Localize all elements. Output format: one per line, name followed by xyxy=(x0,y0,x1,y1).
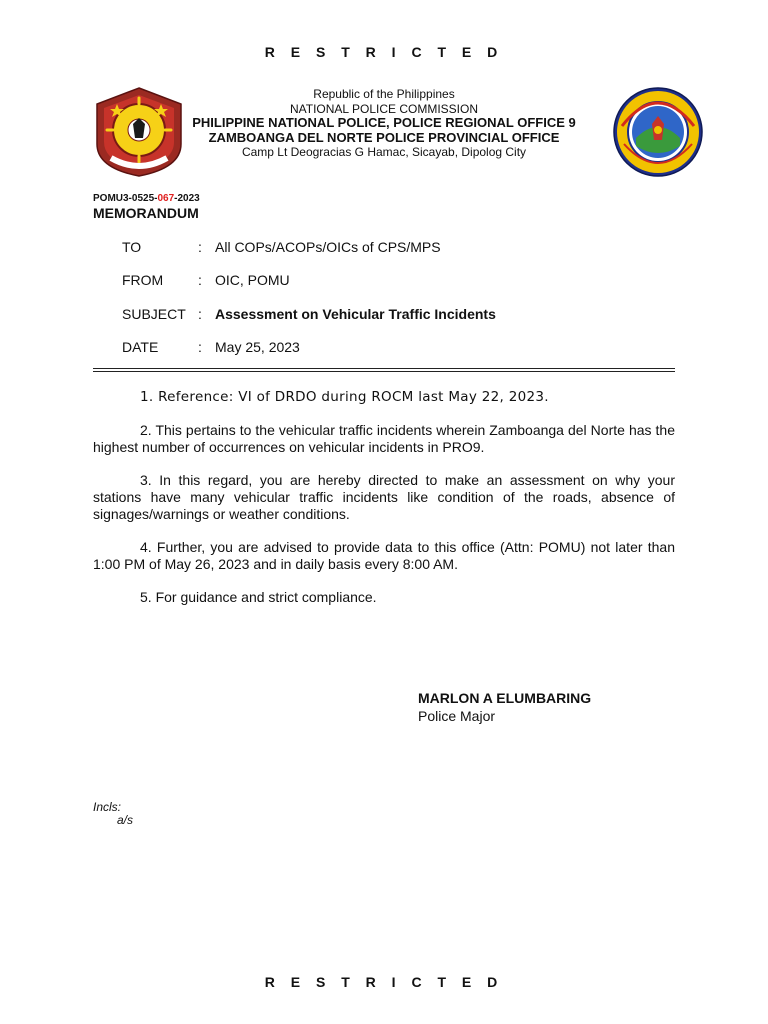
field-value: OIC, POMU xyxy=(215,272,290,288)
letterhead-napolcom: NATIONAL POLICE COMMISSION xyxy=(289,101,479,116)
paragraph-3: 3. In this regard, you are hereby directed to make an assessment on why your stations have many vehicular traffic incidents like condition of the roads, absence of signages/warnings or weather conditions. xyxy=(93,472,675,522)
classification-bottom: R E S T R I C T E D xyxy=(264,974,504,990)
field-label: DATE xyxy=(122,339,159,355)
field-value: All COPs/ACOPs/OICs of CPS/MPS xyxy=(215,239,441,255)
divider-rule xyxy=(93,371,675,372)
classification-top: R E S T R I C T E D xyxy=(264,44,504,60)
signatory-title: Police Major xyxy=(418,708,496,724)
document-number-highlight: 067 xyxy=(157,193,175,204)
field-colon: : xyxy=(198,306,202,322)
enclosures-value: a/s xyxy=(117,813,134,827)
memo-body xyxy=(93,389,675,622)
letterhead-ppo: ZAMBOANGA DEL NORTE POLICE PROVINCIAL OFFICE xyxy=(208,129,560,145)
field-value: Assessment on Vehicular Traffic Incidents xyxy=(215,306,496,322)
zdn-ppo-seal-icon xyxy=(612,86,704,178)
field-colon: : xyxy=(198,339,202,355)
signatory-name: MARLON A ELUMBARING xyxy=(418,690,592,706)
document-number-prefix: POMU3-0525- xyxy=(93,193,158,204)
letterhead xyxy=(150,87,618,160)
memo-title: MEMORANDUM xyxy=(93,205,199,221)
field-value: May 25, 2023 xyxy=(215,339,300,355)
field-colon: : xyxy=(198,272,202,288)
paragraph-2: 2. This pertains to the vehicular traffic incidents wherein Zamboanga del Norte has the highest number of occurrences on vehicular incidents in PRO9. xyxy=(93,422,675,455)
document-number xyxy=(93,193,200,204)
paragraph-5: 5. For guidance and strict compliance. xyxy=(140,589,377,605)
letterhead-pro9: PHILIPPINE NATIONAL POLICE, POLICE REGIONAL OFFICE 9 xyxy=(192,115,576,130)
field-label: FROM xyxy=(122,272,164,288)
document-number-suffix: -2023 xyxy=(174,193,200,204)
enclosures-label: Incls: xyxy=(93,800,122,814)
paragraph-1: 1. Reference: VI of DRDO during ROCM last May 22, 2023. xyxy=(140,389,549,405)
field-colon: : xyxy=(198,239,202,255)
field-label: TO xyxy=(122,239,142,255)
paragraph-4: 4. Further, you are advised to provide data to this office (Attn: POMU) not later than 1:00 PM of May 26, 2023 and in daily basis every 8:00 AM. xyxy=(93,539,675,572)
letterhead-address: Camp Lt Deogracias G Hamac, Sicayab, Dipolog City xyxy=(241,145,527,159)
divider-rule xyxy=(93,368,675,369)
letterhead-republic: Republic of the Philippines xyxy=(313,87,455,101)
field-label: SUBJECT xyxy=(122,306,186,322)
